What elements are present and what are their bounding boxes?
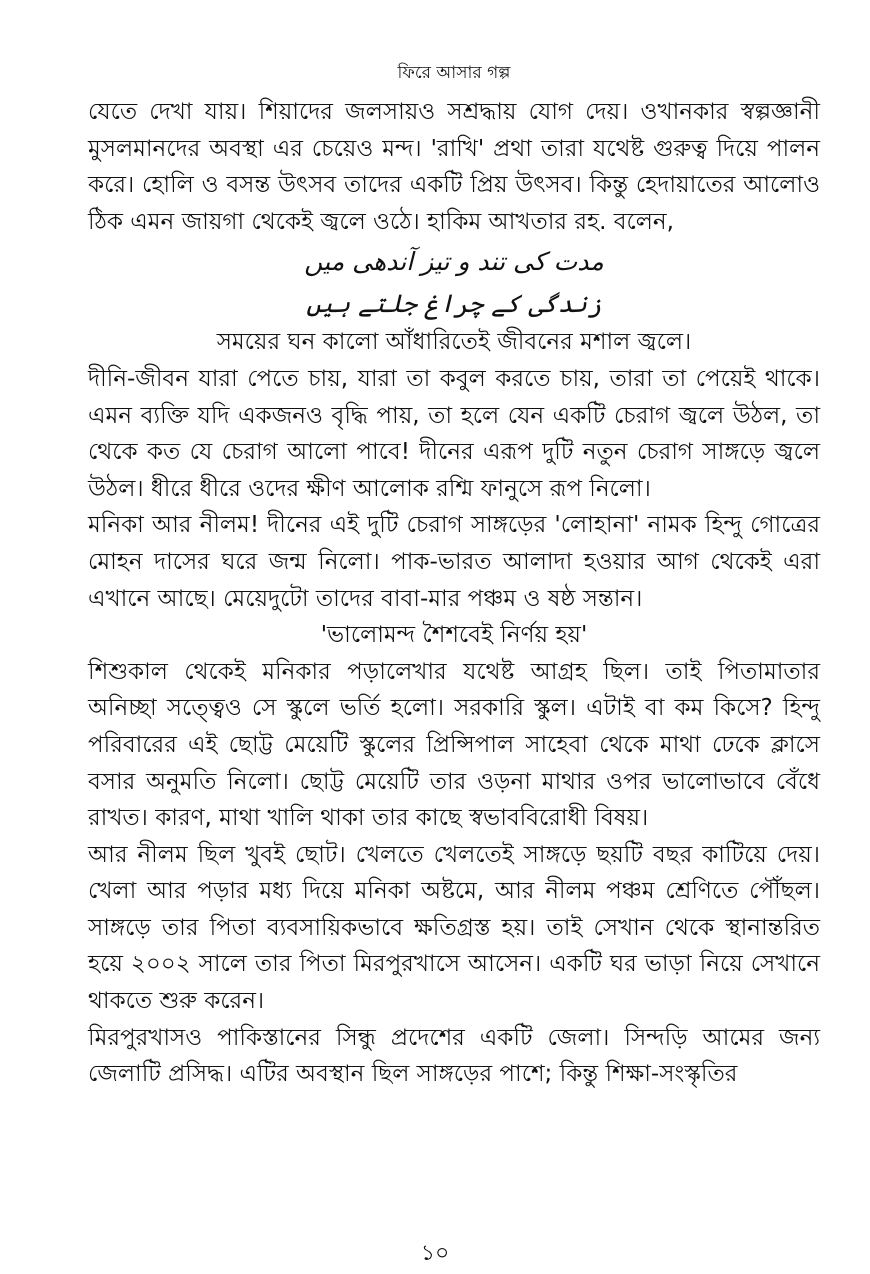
paragraph-2: দীনি-জীবন যারা পেতে চায়, যারা তা কবুল করতে চায়, তারা তা পেয়েই থাকে। এমন ব্যক্তি যদি একজনও বৃদ্ধি পায়, তা হলে যেন একটি চেরাগ জ্বলে উঠল, তা থেকে কত যে চেরাগ আলো পাবে! দীনের এরূপ দুটি নতুন চেরাগ সাঙ্গড়ে জ্বলে উঠল। ধীরে ধীরে ওদের ক্ষীণ আলোক রশ্মি ফানুসে রূপ নিলো। xyxy=(88,365,820,502)
verse-translation: সময়ের ঘন কালো আঁধারিতেই জীবনের মশাল জ্বলে। xyxy=(216,329,692,356)
paragraph-3: মনিকা আর নীলম! দীনের এই দুটি চেরাগ সাঙ্গড়ের 'লোহানা' নামক হিন্দু গোত্রের মোহন দাসের ঘরে জন্ম নিলো। পাক-ভারত আলাদা হওয়ার আগ থেকেই এরা এখানে আছে। মেয়েদুটো তাদের বাবা-মার পঞ্চম ও ষষ্ঠ সন্তান। xyxy=(88,512,820,612)
urdu-verse-line-1: مدت کی تند و تیز آندھی میں xyxy=(304,247,604,277)
paragraph-1: যেতে দেখা যায়। শিয়াদের জলসায়ও সশ্রদ্ধায় যোগ দেয়। ওখানকার স্বল্পজ্ঞানী মুসলমানদের অবস্থা এর চেয়েও মন্দ। 'রাখি' প্রথা তারা যথেষ্ট গুরুত্ব দিয়ে পালন করে। হোলি ও বসন্ত উৎসব তাদের একটি প্রিয় উৎসব। কিন্তু হেদায়াতের আলোও ঠিক এমন জায়গা থেকেই জ্বলে ওঠে। হাকিম আখতার রহ. বলেন, xyxy=(88,99,820,235)
book-page xyxy=(88,52,820,1093)
running-header: ফিরে আসার গল্প xyxy=(397,63,511,83)
paragraph-5: আর নীলম ছিল খুবই ছোট। খেলতে খেলতেই সাঙ্গড়ে ছয়টি বছর কাটিয়ে দেয়। খেলা আর পড়ার মধ্য দিয়ে মনিকা অষ্টমে, আর নীলম পঞ্চম শ্রেণিতে পৌঁছল। সাঙ্গড়ে তার পিতা ব্যবসায়িকভাবে ক্ষতিগ্রস্ত হয়। তাই সেখান থেকে স্থানান্তরিত হয়ে ২০০২ সালে তার পিতা মিরপুরখাসে আসেন। একটি ঘর ভাড়া নিয়ে সেখানে থাকতে শুরু করেন। xyxy=(88,841,820,1015)
section-subheading: 'ভালোমন্দ শৈশবেই নির্ণয় হয়' xyxy=(320,622,588,649)
urdu-verse-line-2: زندگی کے چراغ جلتے ہیں xyxy=(306,289,602,319)
paragraph-6: মিরপুরখাসও পাকিস্তানের সিন্ধু প্রদেশের একটি জেলা। সিন্দড়ি আমের জন্য জেলাটি প্রসিদ্ধ। এটির অবস্থান ছিল সাঙ্গড়ের পাশে; কিন্তু শিক্ষা-সংস্কৃতির xyxy=(88,1024,820,1088)
paragraph-4: শিশুকাল থেকেই মনিকার পড়ালেখার যথেষ্ট আগ্রহ ছিল। তাই পিতামাতার অনিচ্ছা সত্ত্বেও সে স্কুলে ভর্তি হলো। সরকারি স্কুল। এটাই বা কম কিসে? হিন্দু পরিবারের এই ছোট্ট মেয়েটি স্কুলের প্রিন্সিপাল সাহেবা থেকে মাথা ঢেকে ক্লাসে বসার অনুমতি নিলো। ছোট্ট মেয়েটি তার ওড়না মাথার ওপর ভালোভাবে বেঁধে রাখত। কারণ, মাথা খালি থাকা তার কাছে স্বভাববিরোধী বিষয়। xyxy=(88,658,820,832)
page-number: ১০ xyxy=(420,1241,450,1266)
